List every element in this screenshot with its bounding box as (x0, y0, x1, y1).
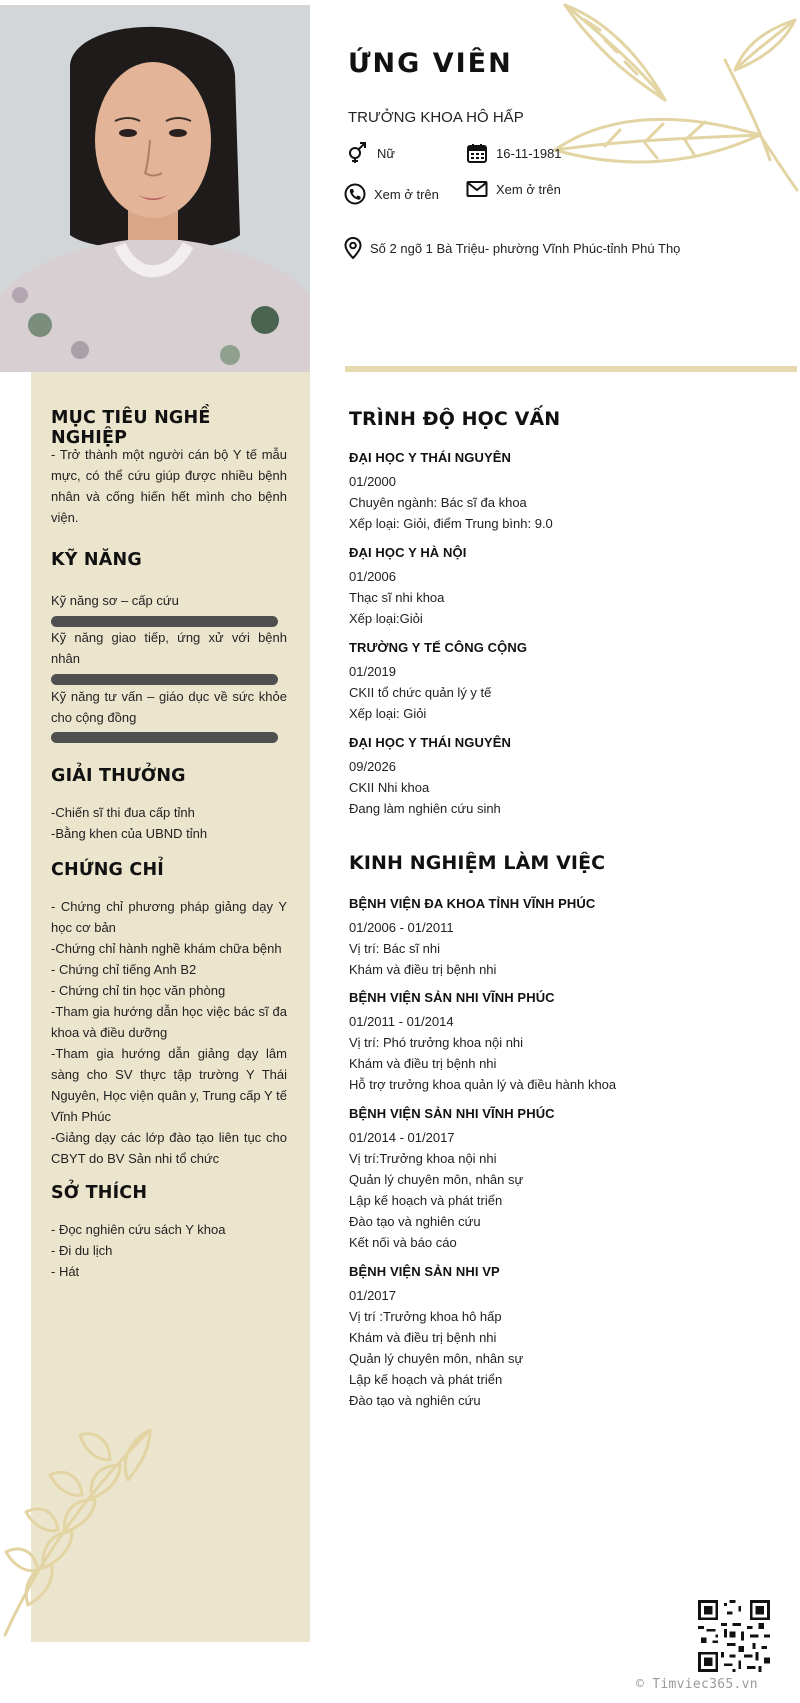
education-detail: Chuyên ngành: Bác sĩ đa khoa (349, 495, 527, 510)
certificate-item: - Chứng chỉ tiếng Anh B2 (51, 962, 197, 977)
birthdate-value: 16-11-1981 (496, 145, 562, 161)
skill-item (51, 590, 287, 611)
phone-icon (344, 183, 366, 205)
experience-detail: Quản lý chuyên môn, nhân sự (349, 1351, 524, 1366)
objective-heading: MỤC TIÊU NGHỀ NGHIỆP (51, 408, 211, 448)
education-entry (349, 735, 511, 819)
experience-entry (349, 1106, 555, 1253)
hobby-item: - Đi du lịch (51, 1243, 113, 1258)
experience-entry (349, 990, 616, 1095)
experience-detail: Hỗ trợ trưởng khoa quản lý và điều hành khoa (349, 1077, 617, 1092)
education-detail: CKII Nhi khoa (349, 780, 430, 795)
education-date: 01/2000 (349, 474, 396, 489)
education-entry (349, 450, 553, 534)
education-entry (349, 545, 466, 629)
school-name: ĐẠI HỌC Y THÁI NGUYÊN (349, 450, 511, 465)
candidate-name: ỨNG VIÊN (348, 48, 513, 79)
experience-detail: Vị trí:Trưởng khoa nội nhi (349, 1151, 497, 1166)
education-detail: Xếp loại: Giỏi (349, 706, 427, 721)
education-detail: Thạc sĩ nhi khoa (349, 590, 445, 605)
skill-item (51, 686, 287, 728)
awards-list (51, 802, 287, 844)
education-section (349, 408, 789, 816)
certificates-list (51, 896, 287, 1169)
education-date: 01/2019 (349, 664, 396, 679)
awards-heading: GIẢI THƯỞNG (51, 766, 186, 786)
skill-level-bar (51, 674, 278, 685)
experience-detail: Lập kế hoạch và phát triển (349, 1193, 503, 1208)
experience-detail: Đào tạo và nghiên cứu (349, 1393, 481, 1408)
school-name: TRƯỜNG Y TẾ CÔNG CỘNG (349, 640, 528, 655)
experience-detail: Kết nối và báo cáo (349, 1235, 457, 1250)
company-name: BỆNH VIỆN SẢN NHI VP (349, 1264, 500, 1279)
certificate-item: - Chứng chỉ tin học văn phòng (51, 983, 226, 998)
certificate-item: -Tham gia hướng dẫn học việc bác sĩ đa khoa và điều dưỡng (51, 1004, 287, 1040)
education-detail: Xếp loại:Giỏi (349, 611, 423, 626)
experience-date: 01/2014 - 01/2017 (349, 1130, 455, 1145)
company-name: BỆNH VIỆN ĐA KHOA TỈNH VĨNH PHÚC (349, 896, 596, 911)
experience-heading: KINH NGHIỆM LÀM VIỆC (349, 852, 606, 874)
education-heading: TRÌNH ĐỘ HỌC VẤN (349, 408, 561, 430)
gender-icon (345, 142, 369, 164)
company-name: BỆNH VIỆN SẢN NHI VĨNH PHÚC (349, 990, 555, 1005)
leaf-decoration-bottom-left (0, 1420, 160, 1645)
address-value: Số 2 ngõ 1 Bà Triệu- phường Vĩnh Phúc-tỉnh Phú Thọ (370, 240, 681, 256)
experience-entry (349, 1264, 523, 1411)
experience-entry (349, 896, 595, 980)
experience-detail: Lập kế hoạch và phát triển (349, 1372, 503, 1387)
experience-date: 01/2006 - 01/2011 (349, 920, 454, 935)
experience-detail: Quản lý chuyên môn, nhân sự (349, 1172, 524, 1187)
experience-detail: Vị trí: Bác sĩ nhi (349, 941, 441, 956)
school-name: ĐẠI HỌC Y THÁI NGUYÊN (349, 735, 511, 750)
qr-code (698, 1600, 770, 1672)
education-detail: CKII tổ chức quản lý y tế (349, 685, 492, 700)
skill-label: Kỹ năng sơ – cấp cứu (51, 593, 179, 608)
award-item: -Chiến sĩ thi đua cấp tỉnh (51, 805, 195, 820)
experience-detail: Khám và điều trị bệnh nhi (349, 1056, 497, 1071)
education-date: 09/2026 (349, 759, 396, 774)
email-icon (466, 180, 488, 198)
education-detail: Đang làm nghiên cứu sinh (349, 801, 501, 816)
certificates-heading: CHỨNG CHỈ (51, 860, 165, 880)
gender-info (345, 142, 395, 164)
experience-date: 01/2017 (349, 1288, 396, 1303)
hobby-item: - Hát (51, 1264, 80, 1279)
experience-detail: Khám và điều trị bệnh nhi (349, 962, 497, 977)
experience-section (349, 852, 789, 1408)
certificate-item: -Tham gia hướng dẫn giảng dạy lâm sàng cho SV thực tập trường Y Thái Nguyên, Học viện quân y, Trung cấp Y tế Vĩnh Phúc (51, 1046, 287, 1124)
school-name: ĐẠI HỌC Y HÀ NỘI (349, 545, 467, 560)
email-value: Xem ở trên (496, 181, 561, 197)
calendar-icon (466, 142, 488, 164)
education-detail: Xếp loại: Giỏi, điểm Trung bình: 9.0 (349, 516, 553, 531)
hobbies-heading: SỞ THÍCH (51, 1183, 148, 1203)
company-name: BỆNH VIỆN SẢN NHI VĨNH PHÚC (349, 1106, 555, 1121)
birthdate-info (466, 142, 562, 164)
email-info (466, 180, 561, 198)
phone-value: Xem ở trên (374, 186, 439, 202)
leaf-decoration-top-right (545, 0, 800, 200)
job-title: TRƯỞNG KHOA HÔ HẤP (348, 109, 524, 126)
skill-label: Kỹ năng tư vấn – giáo dục về sức khỏe cho cộng đồng (51, 689, 287, 725)
gender-value: Nữ (377, 145, 396, 161)
candidate-photo (0, 5, 310, 372)
phone-info (344, 183, 439, 205)
experience-detail: Vị trí: Phó trưởng khoa nội nhi (349, 1035, 524, 1050)
certificate-item: -Chứng chỉ hành nghề khám chữa bệnh (51, 941, 282, 956)
skill-item (51, 627, 287, 669)
skill-label: Kỹ năng giao tiếp, ứng xử với bệnh nhân (51, 630, 287, 666)
certificate-item: -Giảng dạy các lớp đào tạo liên tục cho CBYT do BV Sản nhi tổ chức (51, 1130, 287, 1166)
watermark: © Timviec365.vn (636, 1677, 758, 1692)
experience-detail: Đào tạo và nghiên cứu (349, 1214, 481, 1229)
education-date: 01/2006 (349, 569, 396, 584)
education-entry (349, 640, 527, 724)
address-info (344, 237, 680, 259)
experience-date: 01/2011 - 01/2014 (349, 1014, 454, 1029)
experience-detail: Vị trí :Trưởng khoa hô hấp (349, 1309, 502, 1324)
header-divider (345, 366, 797, 372)
award-item: -Bằng khen của UBND tỉnh (51, 826, 208, 841)
objective-text: - Trở thành một người cán bộ Y tế mẫu mực, có thể cứu giúp được nhiều bệnh nhân và cống hiến hết mình cho bệnh viện. (51, 447, 287, 525)
skill-level-bar (51, 732, 278, 743)
hobby-item: - Đọc nghiên cứu sách Y khoa (51, 1222, 226, 1237)
experience-detail: Khám và điều trị bệnh nhi (349, 1330, 497, 1345)
skill-level-bar (51, 616, 278, 627)
hobbies-list (51, 1219, 287, 1282)
certificate-item: - Chứng chỉ phương pháp giảng dạy Y học cơ bản (51, 899, 287, 935)
location-pin-icon (344, 237, 362, 259)
skills-heading: KỸ NĂNG (51, 550, 142, 570)
